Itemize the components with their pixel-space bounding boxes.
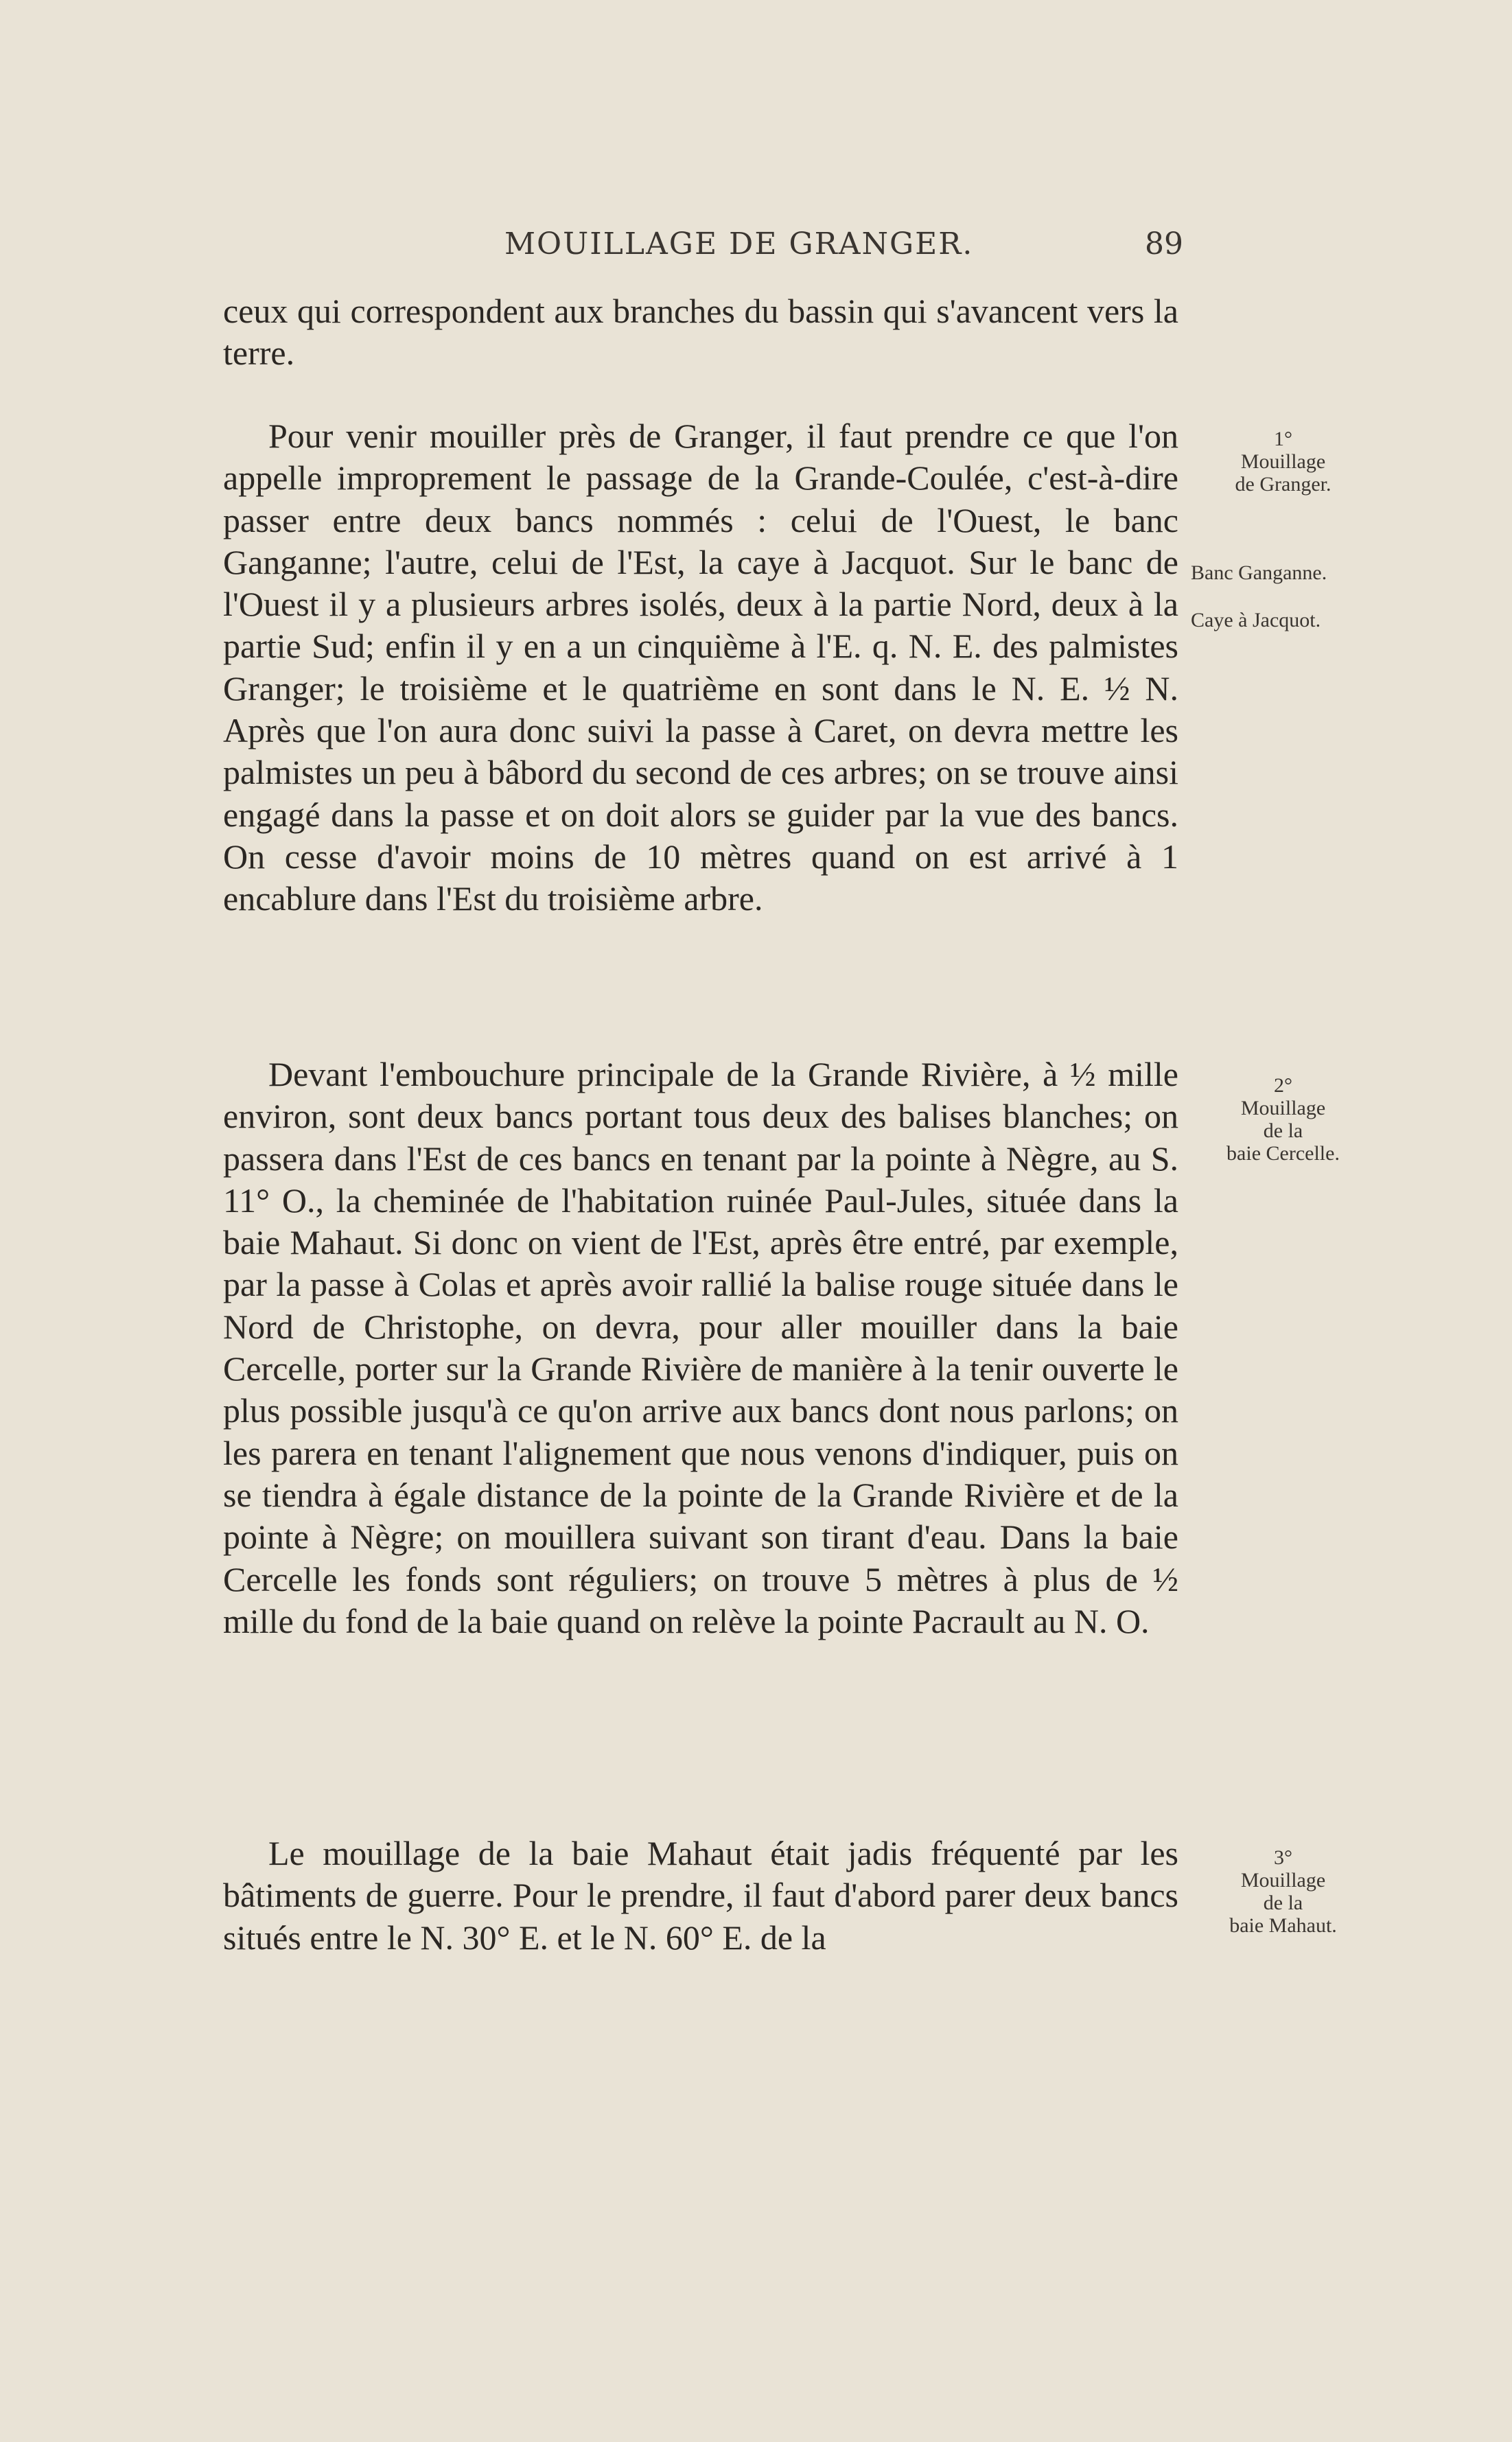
margin-note-granger bbox=[1202, 428, 1364, 496]
margin-note-number: 2° bbox=[1274, 1074, 1292, 1097]
paragraph-4 bbox=[223, 1833, 1178, 1959]
margin-note-line: de la bbox=[1263, 1119, 1303, 1142]
margin-note-line: Mouillage bbox=[1240, 1097, 1326, 1119]
margin-note-cercelle bbox=[1202, 1074, 1364, 1165]
running-header: MOUILLAGE DE GRANGER. bbox=[504, 226, 974, 261]
paragraph-3 bbox=[223, 1054, 1178, 1642]
margin-note-number: 3° bbox=[1274, 1846, 1292, 1869]
page-number: 89 bbox=[1145, 226, 1183, 261]
paragraph-text: ceux qui correspondent aux branches du bassin qui s'avancent vers la terre. bbox=[223, 292, 1178, 373]
paragraph-text: Devant l'embouchure principale de la Grande Rivière, à ½ mille environ, sont deux bancs portant tous deux des balises blanches; on passera dans l'Est de ces bancs en tenant par la pointe à Nègre, au S. 11° O., la cheminée de l'habitation ruinée Paul-Jules, située dans la baie Mahaut. Si donc on vient de l'Est, après être entré, par exemple, par la passe à Colas et après avoir rallié la balise rouge située dans le Nord de Christophe, on devra, pour aller mouiller dans la baie Cercelle, porter sur la Grande Rivière de manière à la tenir ouverte le plus possible jusqu'à ce qu'on arrive aux bancs dont nous parlons; on les parera en tenant l'alignement que nous venons d'indiquer, puis on se tiendra à égale distance de la pointe de la Grande Rivière et de la pointe à Nègre; on mouillera suivant son tirant d'eau. Dans la baie Cercelle les fonds sont réguliers; on trouve 5 mètres à plus de ½ mille du fond de la baie quand on relève la pointe Pacrault au N. O. bbox=[223, 1055, 1178, 1640]
margin-note-number: 1° bbox=[1274, 428, 1292, 450]
margin-note-line: baie Mahaut. bbox=[1229, 1914, 1337, 1937]
paragraph-1 bbox=[223, 290, 1178, 375]
margin-label-banc-ganganne: Banc Ganganne. bbox=[1191, 561, 1327, 584]
margin-note-line: de Granger. bbox=[1235, 473, 1331, 496]
margin-note-line: Mouillage bbox=[1240, 1869, 1326, 1892]
margin-note-line: baie Cercelle. bbox=[1226, 1142, 1340, 1165]
margin-note-mahaut bbox=[1202, 1846, 1364, 1937]
margin-label-caye-jacquot: Caye à Jacquot. bbox=[1191, 609, 1321, 631]
paragraph-text: Le mouillage de la baie Mahaut était jadis fréquenté par les bâtiments de guerre. Pour le prendre, il faut d'abord parer deux bancs situés entre le N. 30° E. et le N. 60° E. de la bbox=[223, 1834, 1178, 1957]
paragraph-2 bbox=[223, 415, 1178, 920]
margin-note-line: Mouillage bbox=[1240, 450, 1326, 473]
paragraph-text: Pour venir mouiller près de Granger, il faut prendre ce que l'on appelle improprement le passage de la Grande-Coulée, c'est-à-dire passer entre deux bancs nommés : celui de l'Ouest, le banc Ganganne; l'autre, celui de l'Est, la caye à Jacquot. Sur le banc de l'Ouest il y a plusieurs arbres isolés, deux à la partie Nord, deux à la partie Sud; enfin il y en a un cinquième à l'E. q. N. E. des palmistes Granger; le troisième et le quatrième en sont dans le N. E. ½ N. Après que l'on aura donc suivi la passe à Caret, on devra mettre les palmistes un peu à bâbord du second de ces arbres; on se trouve ainsi engagé dans la passe et on doit alors se guider par la vue des bancs. On cesse d'avoir moins de 10 mètres quand on est arrivé à 1 encablure dans l'Est du troisième arbre. bbox=[223, 417, 1178, 918]
margin-note-line: de la bbox=[1263, 1892, 1303, 1914]
